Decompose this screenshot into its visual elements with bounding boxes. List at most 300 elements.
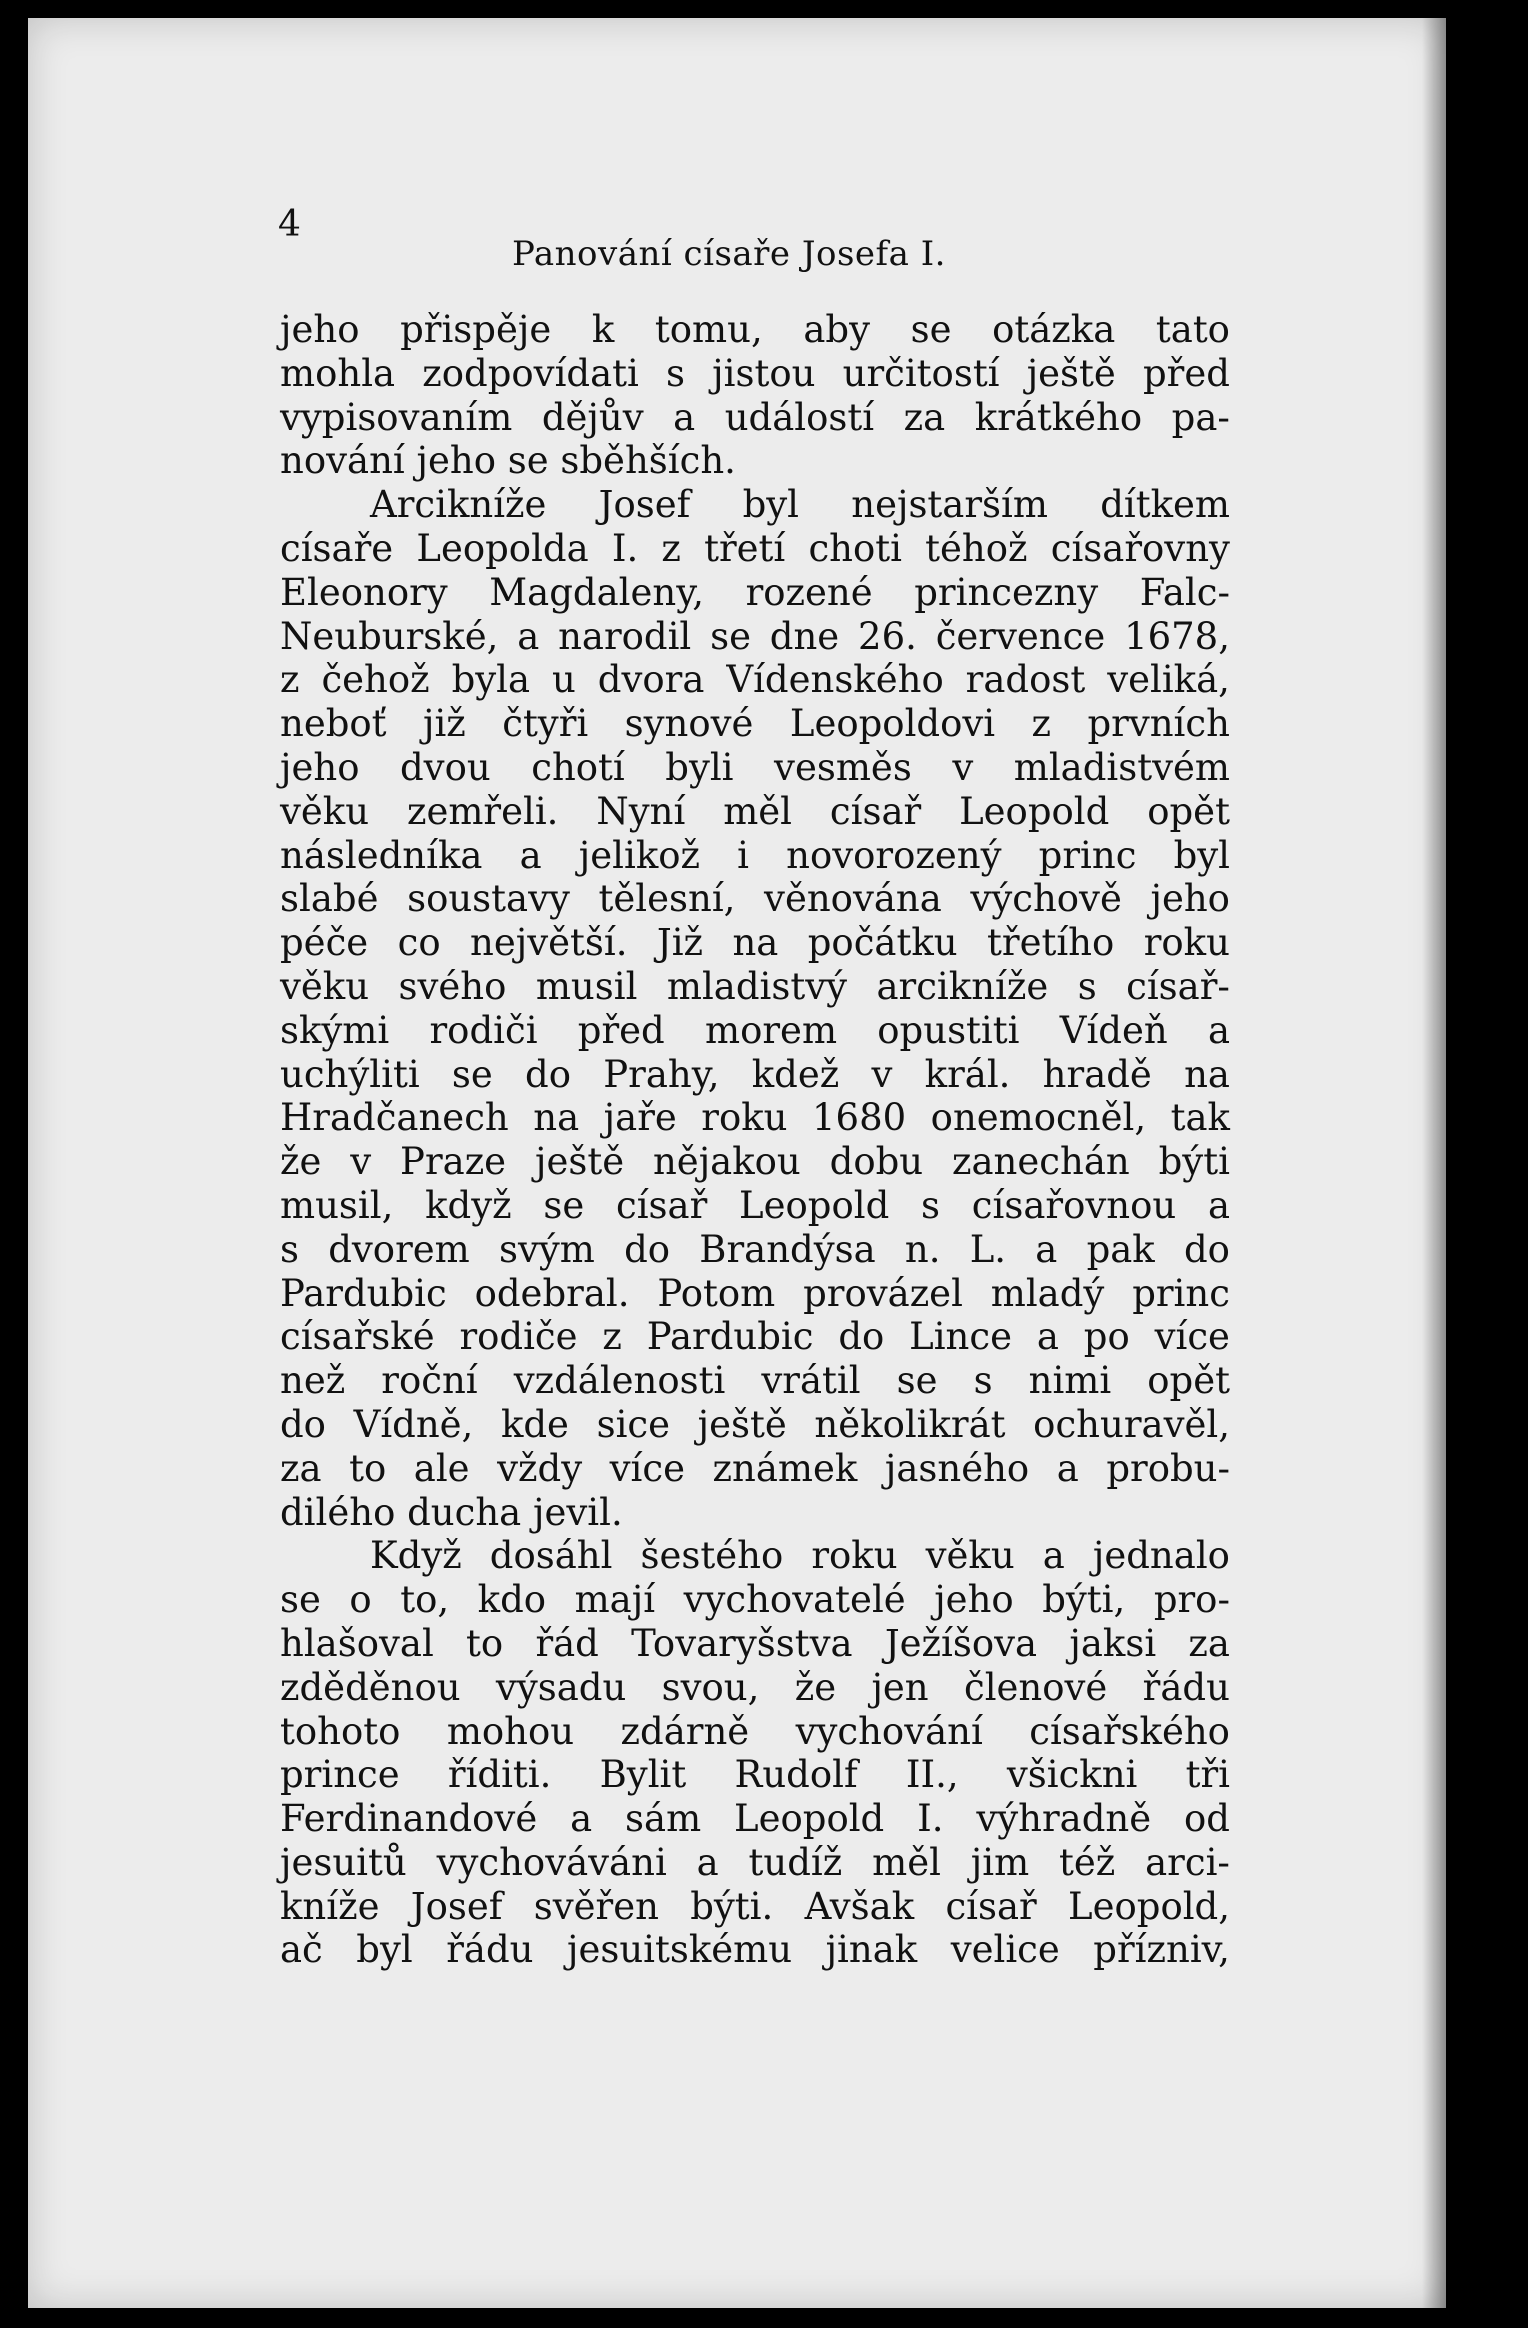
word: se [280,1578,321,1622]
word: sice [596,1402,671,1446]
word: šestého [640,1534,784,1578]
word: výsadu [495,1665,627,1709]
word: rozené [745,570,873,614]
word: nejstarším [851,483,1048,527]
word: a [1207,1183,1230,1227]
word: I. [611,526,639,570]
word: a [517,614,540,658]
word: Když [370,1534,462,1578]
word: z [1031,702,1052,746]
word: císař [829,789,922,833]
word: pro- [1153,1578,1230,1622]
word: býti, [1042,1578,1126,1622]
text-line [280,834,1230,878]
text-line [280,1403,1230,1447]
word: ač [280,1928,323,1972]
word: již [422,702,466,746]
word: Neuburské, [280,614,499,658]
text-line: nování jeho se sběhších. [280,439,736,483]
text-line [280,483,1230,527]
word: před [1142,351,1230,395]
word: mladistvý [666,964,848,1008]
word: když [425,1183,512,1227]
word: to [349,1446,387,1490]
word: ještě [697,1402,787,1446]
word: se [543,1183,585,1227]
text-line [280,1753,1230,1797]
word: vychováváni [436,1840,667,1884]
word: věku [280,964,370,1008]
word: tato [1155,308,1230,351]
word: dvora [597,658,705,702]
word: morem [705,1008,838,1052]
word: svěřen [533,1884,659,1928]
word: následníka [280,833,483,877]
word: v [952,745,974,789]
text-line [280,1053,1230,1097]
word: po [1083,1315,1130,1359]
word: Pardubic [646,1315,814,1359]
word: a [1042,1534,1065,1578]
word: vesměs [774,745,912,789]
word: 1680 [812,1096,907,1140]
word: vrátil [761,1359,861,1403]
word: tohoto [280,1709,401,1753]
word: do [1183,1227,1230,1271]
word: jeho [1150,877,1230,921]
word: řádu [446,1928,534,1972]
word: jen [871,1665,929,1709]
word: Ježíšova [884,1621,1038,1665]
word: se [910,308,952,351]
word: Vídně, [353,1402,474,1446]
word: že [794,1665,837,1709]
word: čtyři [502,702,589,746]
word: Bylit [599,1753,687,1797]
word: princezny [914,570,1099,614]
word: vychovatelé [683,1578,906,1622]
text-line [280,308,1230,352]
word: a [1207,1008,1230,1052]
word: roku [811,1534,898,1578]
word: známek [712,1446,858,1490]
word: Ferdinandové [280,1797,538,1841]
word: byli [665,745,734,789]
word: arcikníže [876,964,1049,1008]
word: probu- [1106,1446,1230,1490]
word: zdárně [620,1709,750,1753]
text-line [280,1096,1230,1140]
word: Vídeň [1059,1008,1168,1052]
word: vzdálenosti [513,1359,726,1403]
word: k [591,308,615,351]
word: Magdaleny, [489,570,704,614]
word: býti. [690,1884,774,1928]
word: Rudolf [734,1753,858,1797]
word: Vídenského [726,658,944,702]
word: hradě [1042,1052,1152,1096]
word: na [1184,1052,1230,1096]
word: zodpovídati [422,351,639,395]
word: opět [1147,1359,1230,1403]
word: Leopold, [1068,1884,1230,1928]
word: L. [969,1227,1007,1271]
body-text [280,308,1230,1972]
word: výchově [970,877,1122,921]
word: počátku [807,921,958,965]
word: uchýliti [280,1052,420,1096]
word: a [673,395,696,439]
word: onemocněl, [930,1096,1147,1140]
text-line [280,1622,1230,1666]
word: slabé [280,877,379,921]
word: císař [945,1884,1037,1928]
word: jednalo [1092,1534,1230,1578]
word: Leopolda [416,526,589,570]
word: než [280,1359,346,1403]
word: měl [872,1840,941,1884]
word: od [1184,1797,1230,1841]
word: Leopold [734,1797,885,1841]
word: to, [400,1578,450,1622]
text-line [280,352,1230,396]
word: mají [574,1578,656,1622]
running-title: Panování císaře Josefa I. [512,234,946,274]
word: roku [701,1096,788,1140]
word: mladý [990,1271,1105,1315]
word: býti [1158,1140,1230,1184]
word: Brandýsa [699,1227,876,1271]
word: věnována [764,877,942,921]
word: Arcikníže [370,483,547,527]
word: říditi. [447,1753,552,1797]
word: mladistvém [1013,745,1230,789]
word: událostí [724,395,875,439]
word: věku [280,789,370,833]
word: a [570,1797,593,1841]
word: a [1056,1446,1079,1490]
word: II., [905,1753,959,1797]
word: odebral. [474,1271,630,1315]
word: jaře [603,1096,677,1140]
word: do [838,1315,885,1359]
word: ale [413,1446,470,1490]
word: Potom [657,1271,776,1315]
word: do [280,1402,326,1446]
word: sám [625,1797,702,1841]
word: jesuitskému [566,1928,793,1972]
word: výhradně [976,1797,1152,1841]
word: byl [1173,833,1230,877]
word: mohou [446,1709,575,1753]
word: prvních [1087,702,1230,746]
word: u [552,658,576,702]
word: krátkého [974,395,1143,439]
word: zděděnou [280,1665,461,1709]
word: jesuitů [280,1840,407,1884]
word: Eleonory [280,570,448,614]
word: princ [1038,833,1137,877]
word: kdo [477,1578,547,1622]
word: vypisovaním [280,395,513,439]
word: skými [280,1008,390,1052]
word: rodiče [459,1315,578,1359]
word: se [451,1052,493,1096]
word: Již [656,921,704,965]
text-line [280,1885,1230,1929]
word: císař- [1126,964,1230,1008]
word: tělesní, [598,877,736,921]
word: a [1035,1227,1058,1271]
word: zanechán [952,1140,1130,1184]
word: princ [1132,1271,1230,1315]
word: několikrát [814,1402,1006,1446]
word: se [896,1359,938,1403]
text-line [280,1272,1230,1316]
text-line [280,702,1230,746]
word: opět [1147,789,1230,833]
word: císařské [280,1315,435,1359]
word: s [1077,964,1097,1008]
word: veliká, [1107,658,1230,702]
page-number: 4 [278,204,301,245]
word: Falc- [1139,570,1230,614]
word: to [466,1621,504,1665]
word: císařského [1029,1709,1230,1753]
text-line [280,1666,1230,1710]
word: více [1154,1315,1230,1359]
word: července [935,614,1106,658]
word: do [525,1052,572,1096]
word: s [921,1183,941,1227]
book-page [28,18,1446,2308]
word: Leopold [739,1183,890,1227]
word: přispěje [400,308,552,351]
word: dosáhl [489,1534,613,1578]
word: Pardubic [280,1271,447,1315]
word: jim [970,1840,1030,1884]
word: jaksi [1069,1621,1157,1665]
word: arci- [1145,1840,1230,1884]
word: jinak [825,1928,918,1972]
word: též [1059,1840,1116,1884]
text-line [280,527,1230,571]
word: věku [925,1534,1015,1578]
word: členové [963,1665,1108,1709]
word: král. [924,1052,1011,1096]
word: z [661,526,681,570]
word: jistou [712,351,816,395]
text-line [280,1928,1230,1972]
text-line [280,1359,1230,1403]
word: z [602,1315,622,1359]
word: v [350,1140,372,1184]
word: neboť [280,702,387,746]
word: Hradčanech [280,1096,509,1140]
text-line [280,1184,1230,1228]
word: vždy [497,1446,583,1490]
word: opustiti [877,1008,1020,1052]
word: s [666,351,686,395]
word: tři [1185,1753,1230,1797]
word: ještě [1026,351,1116,395]
text-line [280,877,1230,921]
word: za [280,1446,322,1490]
word: řádu [1142,1665,1230,1709]
word: velice [950,1928,1060,1972]
word: třetího [987,921,1115,965]
word: jelikož [578,833,701,877]
word: určitostí [842,351,1000,395]
word: všickni [1006,1753,1138,1797]
word: za [1188,1621,1230,1665]
word: Prahy, [603,1052,720,1096]
word: z [280,658,300,702]
word: n. [904,1227,941,1271]
word: o [349,1578,372,1622]
word: tak [1170,1096,1230,1140]
word: svého [398,964,507,1008]
word: novorozený [786,833,1002,877]
word: jeho [280,745,360,789]
text-line [280,1009,1230,1053]
word: dvou [400,745,491,789]
word: soustavy [407,877,570,921]
text-line [280,1710,1230,1754]
word: 26. [858,614,917,658]
word: v [871,1052,893,1096]
text-line [280,921,1230,965]
word: co [397,921,441,965]
word: roční [381,1359,478,1403]
word: Praze [400,1140,507,1184]
word: kníže [280,1884,380,1928]
word: roku [1143,921,1230,965]
word: Nyní [596,789,686,833]
word: za [903,395,946,439]
word: Leopold [959,789,1110,833]
word: choti [808,526,902,570]
word: byl [742,483,800,527]
word: Lince [909,1315,1013,1359]
word: synové [624,702,754,746]
word: kdež [751,1052,840,1096]
word: s [973,1359,993,1403]
text-line [280,746,1230,790]
word: i [737,833,749,877]
word: dvorem [328,1227,470,1271]
word: dítkem [1100,483,1230,527]
word: byl [356,1928,413,1972]
word: pak [1086,1227,1155,1271]
word: Avšak [804,1884,915,1928]
word: před [577,1008,665,1052]
word: s [280,1227,299,1271]
word: měl [723,789,793,833]
word: jasného [884,1446,1030,1490]
word: císař [616,1183,708,1227]
word: a [1036,1315,1059,1359]
text-line [280,1797,1230,1841]
text-line [280,1447,1230,1491]
word: a [519,833,542,877]
text-line [280,1315,1230,1359]
text-line [280,965,1230,1009]
word: nějakou [652,1140,801,1184]
word: musil [535,964,638,1008]
word: do [624,1227,671,1271]
word: péče [280,921,369,965]
word: třetí [704,526,786,570]
word: Josef [598,483,691,527]
word: a [696,1840,719,1884]
word: Josef [410,1884,503,1928]
text-line [280,1841,1230,1885]
word: největší. [470,921,628,965]
word: císaře [280,526,394,570]
word: zemřeli. [406,789,559,833]
word: čehož [321,658,430,702]
text-line [280,1228,1230,1272]
word: Leopoldovi [789,702,996,746]
text-line [280,615,1230,659]
word: tudíž [748,1840,843,1884]
word: císařovnou [971,1183,1177,1227]
word: řád [535,1621,599,1665]
word: téhož [925,526,1028,570]
text-line [280,1534,1230,1578]
word: přízniv, [1093,1928,1230,1972]
word: I. [917,1797,944,1841]
word: provázel [803,1271,963,1315]
word: musil, [280,1183,394,1227]
word: rodiči [429,1008,538,1052]
word: vychování [795,1709,983,1753]
word: jeho [934,1578,1014,1622]
word: prince [280,1753,400,1797]
text-line: dilého ducha jevil. [280,1490,623,1534]
word: 1678, [1124,614,1230,658]
word: na [732,921,779,965]
text-line [280,658,1230,702]
word: otázka [992,308,1116,351]
text-line [280,790,1230,834]
word: svým [498,1227,595,1271]
word: dějův [541,395,644,439]
word: císařovny [1050,526,1230,570]
word: ochuravěl, [1033,1402,1230,1446]
word: pa- [1171,395,1230,439]
word: že [280,1140,322,1184]
word: chotí [531,745,625,789]
word: byla [451,658,531,702]
word: více [609,1446,685,1490]
word: dne [769,614,840,658]
word: dobu [829,1140,924,1184]
word: svou, [661,1665,760,1709]
word: se [710,614,751,658]
text-line [280,571,1230,615]
word: ještě [534,1140,625,1184]
word: radost [965,658,1086,702]
text-line [280,1140,1230,1184]
word: jeho [280,308,360,351]
word: kde [500,1402,569,1446]
text-line [280,1578,1230,1622]
word: nimi [1028,1359,1112,1403]
word: mohla [280,351,396,395]
text-line [280,396,1230,440]
